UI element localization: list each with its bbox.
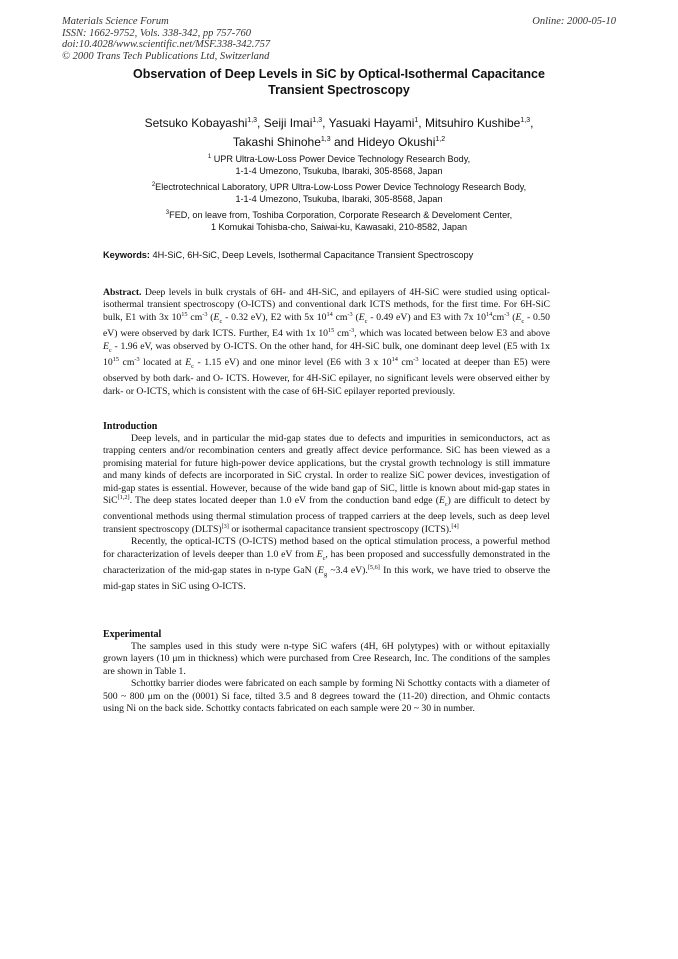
author-name: Mitsuhiro Kushibe	[424, 116, 521, 130]
doi-line[interactable]: doi:10.4028/www.scientific.net/MSF.338-342.757	[62, 39, 271, 51]
affiliation-1: $^1$ UPR Ultra-Low-Loss Power Device Technology Research Body, 1-1-4 Umezono, Tsukuba, Ibaraki, 305-8568, Japan	[207, 154, 471, 176]
author-name: Hideyo Okushi	[357, 134, 436, 149]
affiliation-2: $^2$Electrotechnical Laboratory, UPR Ultra-Low-Loss Power Device Technology Research Body, 1-1-4 Umezono, Tsukuba, Ibaraki, 305-8568, Japan	[151, 182, 527, 204]
paper-title: Observation of Deep Levels in SiC by Optical-Isothermal Capacitance Transient Spectroscopy	[133, 67, 545, 97]
author-name: Takashi Shinohe	[232, 134, 321, 149]
copyright-line: © 2000 Trans Tech Publications Ltd, Switzerland	[62, 50, 270, 62]
section-heading-experimental: Experimental	[103, 629, 162, 640]
exp-paragraph-1: The samples used in this study were n-type SiC wafers (4H, 6H polytypes) with or without epitaxially grown layers (10 μm in thickness) which were purchased from Cree Research, Inc. The conditions of the samples are shown in Table 1.	[103, 641, 550, 677]
online-date: Online: 2000-05-10	[532, 16, 616, 27]
introduction-body	[103, 433, 550, 594]
abstract-paragraph: Abstract. Deep levels in bulk crystals of 6H- and 4H-SiC, and epilayers of 4H-SiC were studied using optical-isothermal transient spectroscopy (O-ICTS) and conventional dark ICTS methods, for the first time. For 6H-SiC bulk, E1 with 3x $10^{15}$ $cm^{-3}$ ($E_c - 0.32$ eV), E2 with 5x $10^{14}$ $cm^{-3}$ ($E_c - 0.49$ eV) and E3 with 7x $10^{14}cm^{-3}$ ($E_c - 0.50$ eV) were observed by dark ICTS. Further, E4 with 1x $10^{15}$ $cm^{-3}$, which was located between below E3 and above $E_c - 1.96$ eV, was observed by O-ICTS. On the other hand, for 4H-SiC bulk, one dominant deep level (E5 with 1x $10^{15}$ $cm^{-3}$ located at $E_c - 1.15$ eV) and one minor level (E6 with 3 x $10^{14}$ $cm^{-3}$ located at deeper than E5) were observed by both dark- and O- ICTS. However, for 4H-SiC epilayer, no significant levels were observed either by dark- or O-ICTS, which is consistent with the case of 6H-SiC epilayer reported previously.	[103, 287, 551, 397]
author-name: Yasuaki Hayami	[328, 116, 415, 130]
affiliation-3: $^3$FED, on leave from, Toshiba Corporation, Corporate Research & Develoment Center, 1 Komukai Tohisba-cho, Saiwai-ku, Kawasaki, 210-8582, Japan	[165, 210, 513, 232]
author-name: Setsuko Kobayashi	[144, 116, 248, 130]
abstract-label: Abstract.	[103, 287, 142, 298]
issn-line: ISSN: 1662-9752, Vols. 338-342, pp 757-760	[62, 27, 251, 39]
experimental-body	[103, 641, 550, 715]
keywords: Keywords: 4H-SiC, 6H-SiC, Deep Levels, Isothermal Capacitance Transient Spectroscopy	[103, 250, 474, 260]
intro-paragraph-2: Recently, the optical-ICTS (O-ICTS) method based on the optical stimulation process, a powerful method for characterization of levels deeper than 1.0 eV from $E_c$, has been proposed and successfully demonstrated in the characterization of the mid-gap states in n-type GaN ($E_g$ ~3.4 eV).[5,6] In this work, we have tried to observe the mid-gap states in SiC using O-ICTS.	[103, 536, 551, 593]
author-name: Seiji Imai	[263, 116, 313, 130]
intro-paragraph-1: Deep levels, and in particular the mid-gap states due to defects and impurities in semiconductors, act as trapping centers and/or recombination centers and greatly affect device performance. SiC has been viewed as a promising material for future high-power device applications, but the crystal growth technology is still immature and many kinds of defects are incorporated in SiC crystal. In order to realize SiC power devices, investigation of mid-gap states is essential. However, because of the wide band gap of SiC, little is known about mid-gap states in SiC[1,2]. The deep states located deeper than 1.0 eV from the conduction band edge $(E_c)$ are difficult to detect by conventional methods using thermal stimulation process of trapped carriers at the deep levels, such as deep level transient spectroscopy (DLTS)[3] or isothermal capacitance transient spectroscopy (ICTS).[4]	[103, 433, 550, 535]
author-list: Setsuko Kobayashi$^{1,3}$, Seiji Imai$^{1,3}$, Yasuaki Hayami$^1$, Mitsuhiro Kushibe$^{1,3}$, Takashi Shinohe$^{1,3}$ and Hideyo Okushi$^{1,2}$	[144, 116, 534, 149]
journal-header	[62, 16, 270, 62]
section-heading-introduction: Introduction	[103, 421, 158, 432]
journal-name: Materials Science Forum	[62, 16, 169, 27]
exp-paragraph-2: Schottky barrier diodes were fabricated on each sample by forming Ni Schottky contacts with a diameter of 500 ~ 800 μm on the (0001) Si face, tilted 3.5 and 8 degrees toward the (11-20) direction, and Ohmic contacts using Ni on the back side. Schottky contacts fabricated on each sample were 20 ~ 30 in number.	[103, 678, 550, 715]
